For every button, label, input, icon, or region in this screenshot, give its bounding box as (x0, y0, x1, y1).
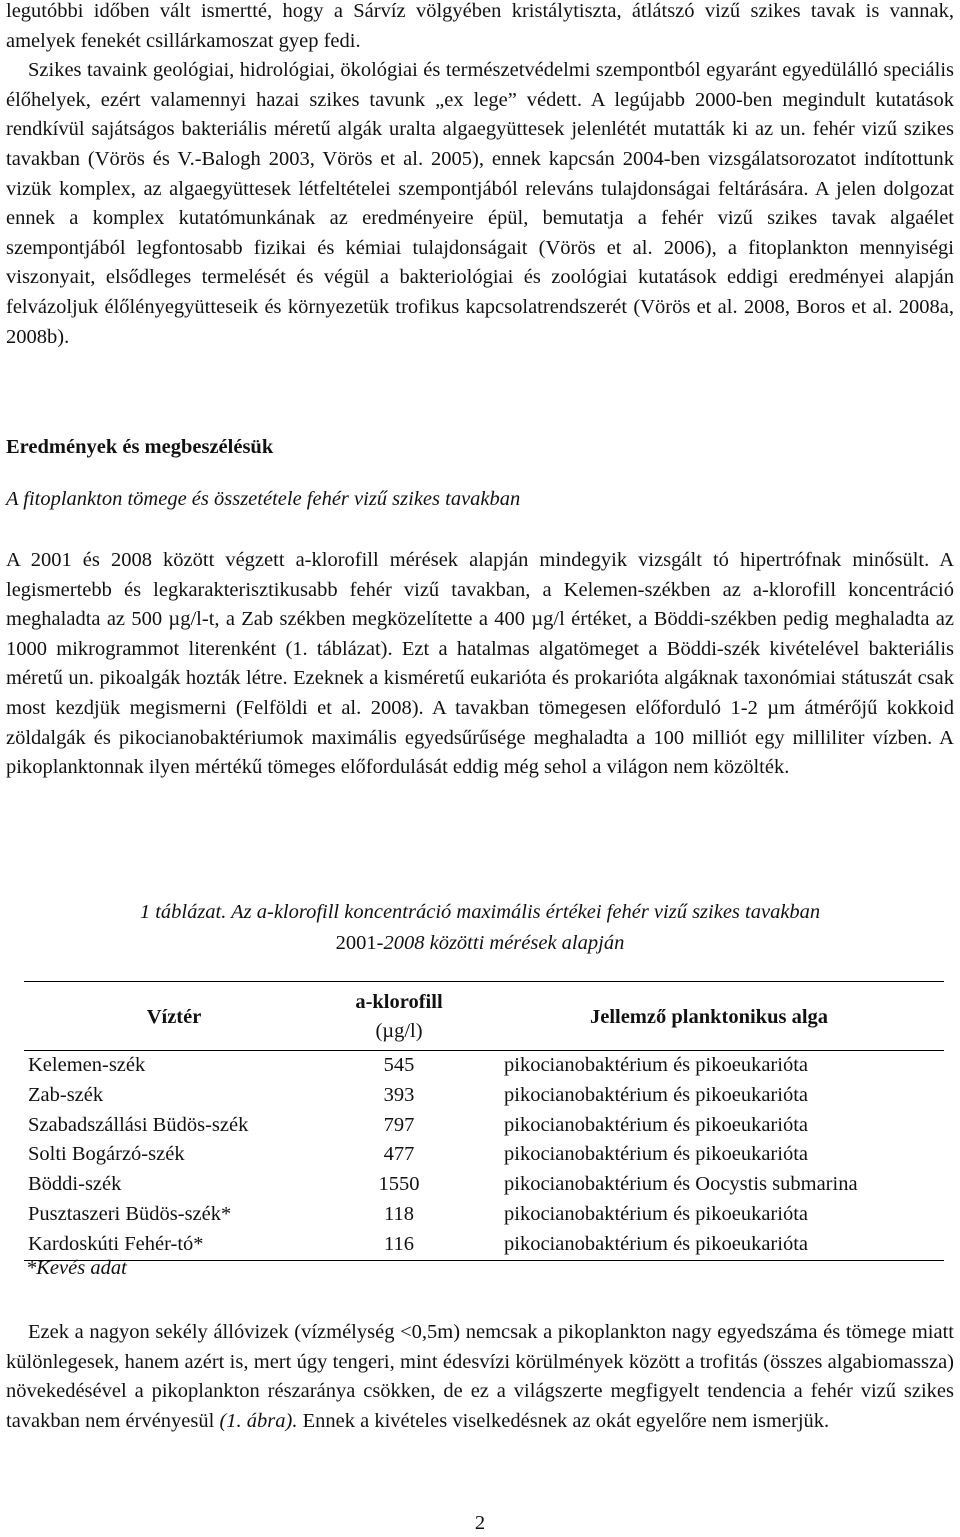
intro-paragraph-line1: legutóbbi időben vált ismertté, hogy a Sárvíz völgyében kristálytiszta, átlátszó vizű szikes tavak is vannak, amelyek fenekét csillárkamoszat gyep fedi. (6, 0, 954, 52)
figure-reference: (1. ábra). (219, 1409, 298, 1432)
header-chlorophyll-label: a-klorofill (355, 991, 443, 1013)
row-value: 1550 (378, 1173, 420, 1196)
row-alga: pikocianobaktérium és pikoeukarióta (504, 1113, 808, 1136)
row-name: Zab-szék (28, 1083, 104, 1106)
row-name: Kelemen-szék (28, 1054, 146, 1076)
row-name: Solti Bogárzó-szék (28, 1143, 185, 1166)
header-chlorophyll (324, 982, 474, 1051)
closing-paragraph-end: Ennek a kivételes viselkedésnek az okát egyelőre nem ismerjük. (297, 1409, 830, 1432)
row-value: 797 (383, 1113, 415, 1136)
row-value: 545 (383, 1054, 415, 1076)
table-caption-rest: 2008 közötti mérések alapján (383, 932, 625, 954)
intro-paragraph-main: Szikes tavaink geológiai, hidrológiai, ökológiai és természetvédelmi szempontból egyaránt egyedülálló speciális élőhelyek, ezért valamennyi hazai szikes tavunk „ex lege” védett. A legújabb 2000-ben megindult kutatások rendkívül sajátságos bakteriális méretű algák uralta algaegyüttesek jelenlétét mutatták ki az un. fehér vizű szikes tavakban (Vörös és V.-Balogh 2003, Vörös et al. 2005), ennek kapcsán 2004-ben vizsgálatsorozatot indítottunk vizük komplex, az algaegyüttesek létfeltételei szempontjából releváns tulajdonságai feltárására. A jelen dolgozat ennek a komplex kutatómunkának az eredményeire épül, bemutatja a fehér vizű szikes tavak algaélet szempontjából legfontosabb fizikai és kémiai tulajdonságait (Vörös et al. 2006), a fitoplankton mennyiségi viszonyait, elsődleges termelését és végül a bakteriológiai és zoológiai kutatások eddigi eredményei alapján felvázoljuk élőlényegyütteseik és környezetük trofikus kapcsolatrendszerét (Vörös et al. 2008, Boros et al. 2008a, 2008b). (6, 59, 954, 348)
table-header-row (24, 982, 944, 1051)
closing-paragraph (6, 1318, 954, 1436)
table-row (24, 1200, 944, 1230)
table-row (24, 1111, 944, 1141)
table-caption-line1: 1 táblázat. Az a-klorofill koncentráció maximális értékei fehér vizű szikes tavakban (139, 901, 821, 923)
row-value: 118 (384, 1202, 414, 1225)
row-name: Böddi-szék (28, 1173, 122, 1196)
table-caption-line2 (6, 928, 954, 959)
row-alga: pikocianobaktérium és pikoeukarióta (504, 1143, 808, 1166)
section-heading: Eredmények és megbeszélésük (6, 436, 274, 458)
row-alga: pikocianobaktérium és pikoeukarióta (504, 1054, 808, 1076)
row-name: Kardoskúti Fehér-tó* (24, 1230, 324, 1260)
closing-paragraph-text: Ezek a nagyon sekély állóvizek (vízmélység <0,5m) nemcsak a pikoplankton nagy egyedszáma és tömege miatt különlegesek, hanem azért is, mert úgy tengeri, mint édesvízi körülmények között a trofitás (összes algabiomassza) növekedésével a pikoplankton részaránya csökken, de ez a világszerte megfigyelt tendencia a fehér vizű szikes tavakban nem érvényesül (6, 1321, 954, 1432)
row-value: 116 (324, 1230, 474, 1260)
header-chlorophyll-unit: (µg/l) (375, 1020, 423, 1042)
intro-paragraph (6, 0, 954, 352)
row-name: Pusztaszeri Büdös-szék* (28, 1202, 232, 1225)
table-caption-year: 2001- (335, 932, 384, 954)
table-row (24, 1170, 944, 1200)
table-caption (6, 897, 954, 959)
table-row (24, 1051, 944, 1081)
table-row (24, 1140, 944, 1170)
row-alga: pikocianobaktérium és pikoeukarióta (504, 1083, 808, 1106)
header-water-body: Víztér (146, 1005, 202, 1028)
header-alga: Jellemző planktonikus alga (589, 1005, 829, 1028)
row-value: 393 (383, 1083, 415, 1106)
chlorophyll-table (24, 981, 944, 1261)
page-number: 2 (474, 1512, 486, 1534)
table-row (24, 1230, 944, 1260)
row-name: Szabadszállási Büdös-szék (28, 1113, 249, 1136)
results-paragraph: A 2001 és 2008 között végzett a-klorofill mérések alapján mindegyik vizsgált tó hipertrófnak minősült. A legismertebb és legkarakterisztikusabb fehér vizű tavakban, a Kelemen-székben az a-klorofill koncentráció meghaladta az 500 µg/l-t, a Zab székben megközelítette a 400 µg/l értéket, a Böddi-székben pedig meghaladta az 1000 mikrogrammot literenként (1. táblázat). Ezt a hatalmas algatömeget a Böddi-szék kivételével bakteriális méretű un. pikoalgák hozták létre. Ezeknek a kisméretű eukarióta és prokarióta algáknak taxonómiai státuszát csak most kezdjük megismerni (Felföldi et al. 2008). A tavakban tömegesen előforduló 1-2 µm átmérőjű kokkoid zöldalgák és pikocianobaktériumok maximális egyedsűrűsége meghaladta a 100 milliót egy milliliter vízben. A pikoplanktonnak ilyen mértékű tömeges előfordulását eddig még sehol a világon nem közölték. (6, 549, 954, 779)
row-alga: pikocianobaktérium és pikoeukarióta (474, 1230, 944, 1260)
row-value: 477 (383, 1143, 415, 1166)
row-alga: pikocianobaktérium és Oocystis submarina (504, 1173, 858, 1196)
row-alga: pikocianobaktérium és pikoeukarióta (504, 1202, 808, 1225)
table-row (24, 1081, 944, 1111)
section-subheading: A fitoplankton tömege és összetétele fehér vizű szikes tavakban (6, 488, 521, 510)
table-footnote: *Kevés adat (26, 1257, 127, 1279)
